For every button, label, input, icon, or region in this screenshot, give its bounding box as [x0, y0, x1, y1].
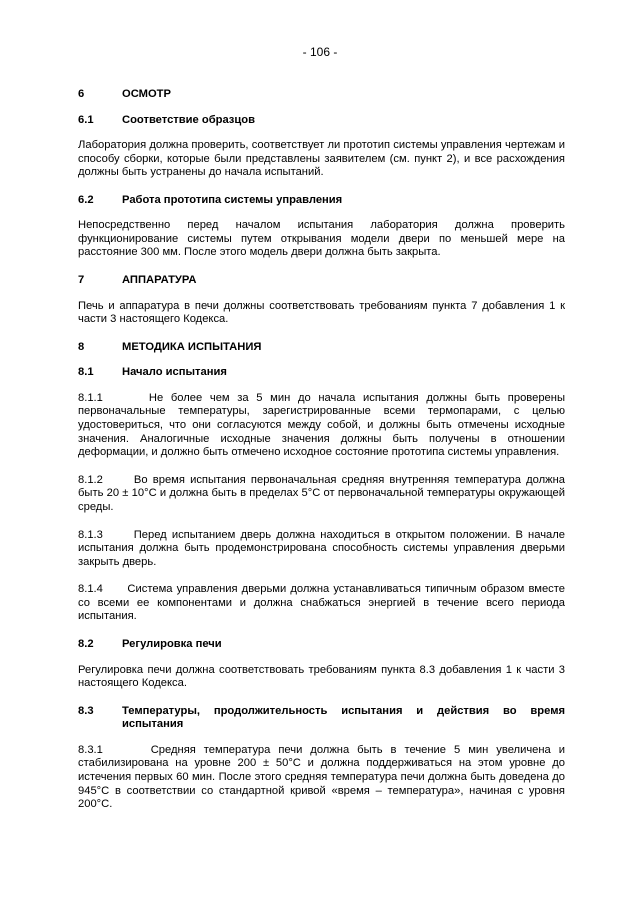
section-heading-6-2 [78, 194, 565, 208]
section-heading-7 [78, 274, 565, 288]
section-title: АППАРАТУРА [122, 274, 197, 287]
section-title: Работа прототипа системы управления [122, 193, 343, 206]
paragraph-8-1-3: 8.1.3 Перед испытанием дверь должна находиться в открытом положении. В начале испытания должна быть продемонстрирована способность системы управления дверьми закрыть дверь. [78, 528, 569, 568]
section-title: Температуры, продолжительность испытания и действия во время испытания [122, 704, 565, 731]
section-heading-8 [78, 341, 565, 355]
section-title: Регулировка печи [122, 638, 222, 651]
section-title: МЕТОДИКА ИСПЫТАНИЯ [122, 340, 262, 353]
section-number: 8 [78, 340, 85, 353]
paragraph: Печь и аппаратура в печи должны соответствовать требованиям пункта 7 добавления 1 к части 3 настоящего Кодекса. [78, 299, 569, 326]
section-number: 8.3 [78, 704, 94, 717]
section-number: 8.1 [78, 366, 94, 379]
document-body [78, 88, 569, 812]
paragraph-8-1-2: 8.1.2 Во время испытания первоначальная средняя внутренняя температура должна быть 20 ± 10°C и должна быть в пределах 5°C от первоначальной температуры окружающей среды. [78, 473, 569, 513]
section-number: 7 [78, 274, 85, 287]
section-heading-8-2 [78, 638, 565, 652]
paragraph: Непосредственно перед началом испытания лаборатория должна проверить функционирование системы путем открывания модели двери по меньшей мере на расстояние 300 мм. После этого модель двери должна быть закрыта. [78, 219, 569, 259]
page-number: - 106 - [302, 45, 338, 59]
section-title: Соответствие образцов [122, 113, 255, 126]
section-number: 8.2 [78, 638, 94, 651]
section-number: 6 [78, 88, 85, 100]
section-title: Начало испытания [122, 366, 227, 379]
paragraph: Лаборатория должна проверить, соответствует ли прототип системы управления чертежам и способу сборки, которые были представлены заявителем (см. пункт 2), и все расхождения должны быть устранены до начала испытаний. [78, 139, 569, 179]
section-heading-8-1 [78, 366, 565, 380]
paragraph: Регулировка печи должна соответствовать требованиям пункта 8.3 добавления 1 к части 3 настоящего Кодекса. [78, 663, 569, 690]
section-number: 6.2 [78, 193, 94, 206]
section-title: ОСМОТР [122, 88, 171, 100]
section-heading-6 [78, 88, 565, 102]
section-heading-6-1 [78, 114, 565, 128]
section-heading-8-3 [78, 705, 565, 732]
section-number: 6.1 [78, 113, 94, 126]
paragraph-8-1-1: 8.1.1 Не более чем за 5 мин до начала испытания должны быть проверены первоначальные температуры, зарегистрированные всеми термопарами, с целью удостовериться, что они согласуются между собой, и должны быть отмечены исходные значения. Аналогичные исходные значения должны быть получены в отношении деформации, и должно быть отмечено исходное состояние прототипа системы управления. [78, 391, 569, 459]
paragraph-8-3-1: 8.3.1 Средняя температура печи должна быть в течение 5 мин увеличена и стабилизирована на уровне 200 ± 50°C и должна поддерживаться на этом уровне до истечения первых 60 мин. После этого средняя температура печи должна быть доведена до 945°C в соответствии со стандартной кривой «время – температура», начиная с уровня 200°C. [78, 743, 569, 811]
paragraph-8-1-4: 8.1.4 Система управления дверьми должна устанавливаться типичным образом вместе со всеми ее компонентами и должна снабжаться энергией в течение всего периода испытания. [78, 583, 569, 623]
